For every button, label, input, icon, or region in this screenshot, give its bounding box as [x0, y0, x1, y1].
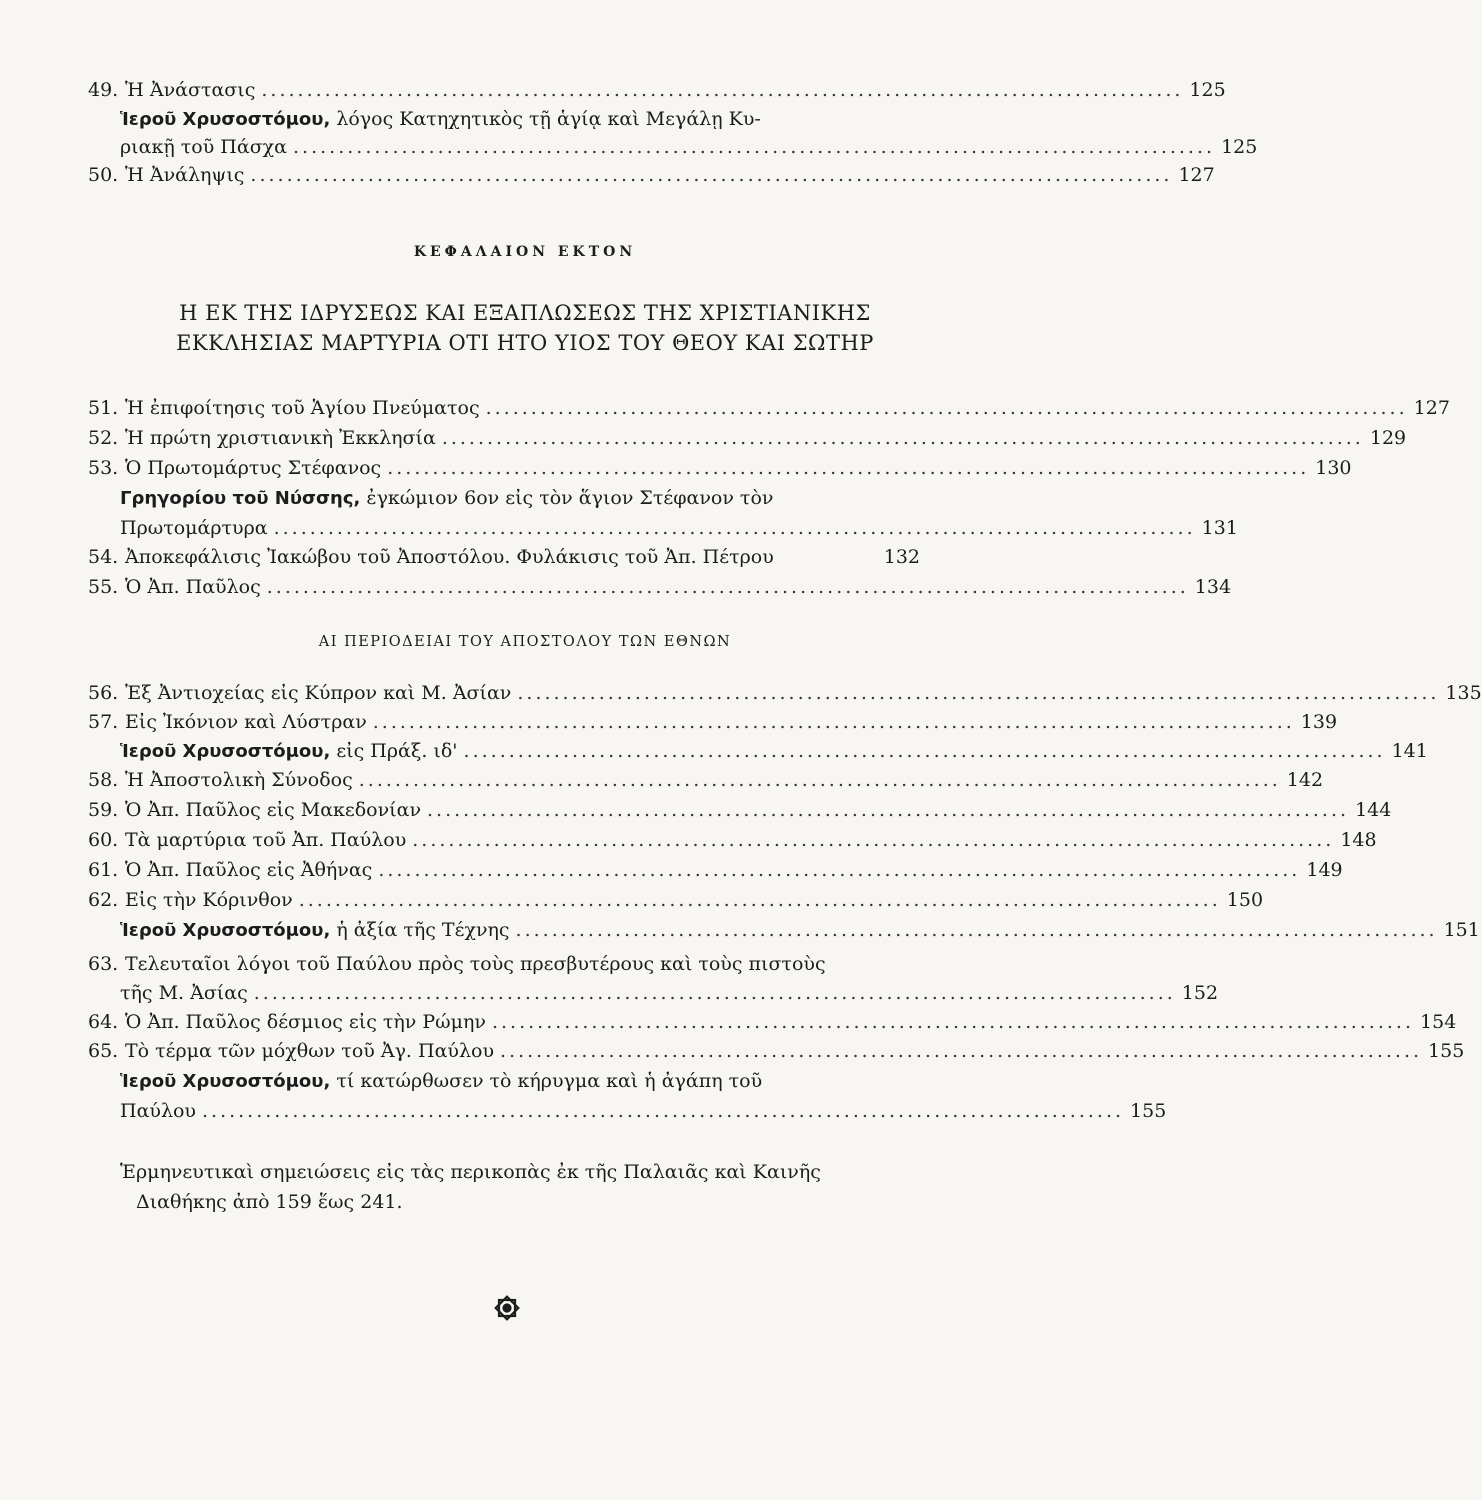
- entry-title: ἐγκώμιον 6ον εἰς τὸν ἅγιον Στέφανον τὸν: [360, 487, 774, 509]
- entry-title: Ὁ Ἀπ. Παῦλος εἰς Ἀθήνας: [125, 859, 373, 881]
- toc-entry: 60. Τὰ μαρτύρια τοῦ Ἀπ. Παύλου ...................................................................................................... 148: [88, 826, 920, 854]
- toc-entry: 50. Ἡ Ἀνάληψις ...................................................................................................... 127: [88, 161, 920, 189]
- entry-title: Εἰς Ἰκόνιον καὶ Λύστραν: [125, 711, 367, 733]
- entry-title: τί κατώρθωσεν τὸ κήρυγμα καὶ ἡ ἀγάπη τοῦ: [330, 1070, 763, 1092]
- entry-title: Ἡ Ἀνάστασις: [125, 79, 256, 101]
- toc-entry: ριακῇ τοῦ Πάσχα ...................................................................................................... 125: [120, 133, 920, 161]
- toc-entry: 53. Ὁ Πρωτομάρτυς Στέφανος ...................................................................................................... 130: [88, 454, 920, 482]
- entry-page: 148: [1340, 829, 1377, 851]
- toc-entry: Ἱεροῦ Χρυσοστόμου, εἰς Πράξ. ιδ' ...................................................................................................... 141: [120, 737, 920, 765]
- footer-note-line1: Ἑρμηνευτικαὶ σημειώσεις εἰς τὰς περικοπὰς ἐκ τῆς Παλαιᾶς καὶ Καινῆς: [120, 1161, 821, 1183]
- chapter-title-line1: Η ΕΚ ΤΗΣ ΙΔΡΥΣΕΩΣ ΚΑΙ ΕΞΑΠΛΩΣΕΩΣ ΤΗΣ ΧΡΙΣΤΙΑΝΙΚΗΣ: [179, 301, 871, 325]
- entry-author: Ἱεροῦ Χρυσοστόμου,: [120, 1071, 331, 1092]
- star-ornament-icon: [489, 1290, 525, 1326]
- entry-author: Ἱεροῦ Χρυσοστόμου,: [120, 920, 331, 941]
- toc-entry: [88, 543, 920, 571]
- entry-number: 55.: [88, 576, 119, 598]
- entry-page: 149: [1306, 859, 1343, 881]
- entry-page: 127: [1413, 397, 1450, 419]
- chapter-title-line2: ΕΚΚΛΗΣΙΑΣ ΜΑΡΤΥΡΙΑ ΟΤΙ ΗΤΟ ΥΙΟΣ ΤΟΥ ΘΕΟΥ ΚΑΙ ΣΩΤΗΡ: [176, 331, 874, 355]
- entry-title-continued: Παύλου: [120, 1100, 196, 1122]
- entry-page: 154: [1420, 1011, 1457, 1033]
- toc-entry: 59. Ὁ Ἀπ. Παῦλος εἰς Μακεδονίαν ...................................................................................................... 144: [88, 796, 920, 824]
- toc-entry: 61. Ὁ Ἀπ. Παῦλος εἰς Ἀθήνας ...................................................................................................... 149: [88, 856, 920, 884]
- toc-entry: 65. Τὸ τέρμα τῶν μόχθων τοῦ Ἀγ. Παύλου ...................................................................................................... 155: [88, 1037, 920, 1065]
- toc-entry: 64. Ὁ Ἀπ. Παῦλος δέσμιος εἰς τὴν Ρώμην ...................................................................................................... 154: [88, 1008, 920, 1036]
- entry-number: 58.: [88, 769, 119, 791]
- entry-page: 141: [1391, 740, 1428, 762]
- entry-page: 125: [1221, 136, 1258, 158]
- entry-title: Εἰς τὴν Κόρινθον: [125, 889, 293, 911]
- entry-title: Ἡ πρώτη χριστιανικὴ Ἐκκλησία: [125, 427, 436, 449]
- toc-entry: 58. Ἡ Ἀποστολικὴ Σύνοδος ...................................................................................................... 142: [88, 766, 920, 794]
- entry-number: 50.: [88, 164, 119, 186]
- entry-page: 142: [1286, 769, 1324, 791]
- entry-title: Ὁ Ἀπ. Παῦλος εἰς Μακεδονίαν: [125, 799, 422, 821]
- toc-entry-author-line: [120, 1067, 762, 1096]
- entry-title-continued: Πρωτομάρτυρα: [120, 517, 268, 539]
- entry-number: 49.: [88, 79, 119, 101]
- toc-entry-author-line: [120, 484, 773, 513]
- toc-entry: 49. Ἡ Ἀνάστασις ...................................................................................................... 125: [88, 76, 920, 104]
- section-heading: ΑΙ ΠΕΡΙΟΔΕΙΑΙ ΤΟΥ ΑΠΟΣΤΟΛΟΥ ΤΩΝ ΕΘΝΩΝ: [318, 634, 732, 650]
- entry-page: 151: [1443, 919, 1480, 941]
- entry-title: εἰς Πράξ. ιδ': [330, 740, 458, 762]
- entry-page: 130: [1315, 457, 1352, 479]
- entry-title: Τελευταῖοι λόγοι τοῦ Παύλου πρὸς τοὺς πρεσβυτέρους καὶ τοὺς πιστοὺς: [125, 953, 826, 975]
- entry-number: 53.: [88, 457, 119, 479]
- entry-number: 59.: [88, 799, 119, 821]
- entry-title: Ἡ Ἀποστολικὴ Σύνοδος: [125, 769, 353, 791]
- entry-title: Ἡ ἐπιφοίτησις τοῦ Ἁγίου Πνεύματος: [125, 397, 480, 419]
- entry-page: 152: [1181, 982, 1219, 1004]
- entry-number: 57.: [88, 711, 119, 733]
- entry-number: 62.: [88, 889, 119, 911]
- entry-title: Τὰ μαρτύρια τοῦ Ἀπ. Παύλου: [125, 829, 407, 851]
- entry-number: 65.: [88, 1040, 119, 1062]
- entry-page: 150: [1226, 889, 1264, 911]
- entry-title-continued: τῆς Μ. Ἀσίας: [120, 982, 248, 1004]
- toc-entry: Ἱεροῦ Χρυσοστόμου, ἡ ἀξία τῆς Τέχνης ...................................................................................................... 151: [120, 916, 920, 944]
- entry-title: Ἀποκεφάλισις Ἰακώβου τοῦ Ἀποστόλου. Φυλάκισις τοῦ Ἀπ. Πέτρου: [125, 546, 774, 568]
- entry-number: 52.: [88, 427, 119, 449]
- toc-entry: 55. Ὁ Ἀπ. Παῦλος ...................................................................................................... 134: [88, 573, 920, 601]
- toc-entry: Πρωτομάρτυρα ...................................................................................................... 131: [120, 514, 920, 542]
- toc-entry: 51. Ἡ ἐπιφοίτησις τοῦ Ἁγίου Πνεύματος ...................................................................................................... 127: [88, 394, 920, 422]
- chapter-label: ΚΕΦΑΛΑΙΟΝ ΕΚΤΟΝ: [413, 244, 637, 260]
- entry-number: 63.: [88, 953, 119, 975]
- entry-title: ἡ ἀξία τῆς Τέχνης: [330, 919, 510, 941]
- entry-author: Ἱεροῦ Χρυσοστόμου,: [120, 741, 331, 762]
- entry-title: Ὁ Πρωτομάρτυς Στέφανος: [125, 457, 382, 479]
- entry-number: 56.: [88, 682, 119, 704]
- entry-author: Γρηγορίου τοῦ Νύσσης,: [120, 488, 361, 509]
- entry-number: 60.: [88, 829, 119, 851]
- entry-page: 132: [883, 546, 920, 568]
- toc-entry: τῆς Μ. Ἀσίας ...................................................................................................... 152: [120, 979, 920, 1007]
- entry-page: 131: [1201, 517, 1238, 539]
- entry-title: Ἡ Ἀνάληψις: [125, 164, 245, 186]
- entry-page: 135: [1445, 682, 1482, 704]
- entry-title-continued: ριακῇ τοῦ Πάσχα: [120, 136, 288, 158]
- entry-title: Ὁ Ἀπ. Παῦλος δέσμιος εἰς τὴν Ρώμην: [125, 1011, 486, 1033]
- toc-entry: Παύλου ...................................................................................................... 155: [120, 1097, 920, 1125]
- entry-title: Τὸ τέρμα τῶν μόχθων τοῦ Ἀγ. Παύλου: [125, 1040, 494, 1062]
- entry-title: λόγος Κατηχητικὸς τῇ ἁγίᾳ καὶ Μεγάλῃ Κυ-: [330, 108, 761, 130]
- toc-entry: 52. Ἡ πρώτη χριστιανικὴ Ἐκκλησία ...................................................................................................... 129: [88, 424, 920, 452]
- entry-title: Ὁ Ἀπ. Παῦλος: [125, 576, 261, 598]
- toc-entry: 62. Εἰς τὴν Κόρινθον ...................................................................................................... 150: [88, 886, 920, 914]
- toc-entry: 57. Εἰς Ἰκόνιον καὶ Λύστραν ...................................................................................................... 139: [88, 708, 920, 736]
- entry-number: 54.: [88, 546, 119, 568]
- entry-page: 155: [1428, 1040, 1465, 1062]
- toc-entry-first-line: [88, 950, 826, 978]
- entry-page: 144: [1355, 799, 1392, 821]
- entry-author: Ἱεροῦ Χρυσοστόμου,: [120, 109, 331, 130]
- entry-page: 155: [1130, 1100, 1167, 1122]
- toc-entry-author-line: [120, 105, 761, 134]
- entry-page: 127: [1178, 164, 1215, 186]
- entry-number: 61.: [88, 859, 119, 881]
- toc-entry: 56. Ἐξ Ἀντιοχείας εἰς Κύπρον καὶ Μ. Ἀσίαν ...................................................................................................... 135: [88, 679, 920, 707]
- footer-note-line2: Διαθήκης ἀπὸ 159 ἕως 241.: [136, 1191, 403, 1213]
- entry-number: 51.: [88, 397, 119, 419]
- entry-number: 64.: [88, 1011, 119, 1033]
- entry-page: 129: [1369, 427, 1407, 449]
- entry-page: 139: [1300, 711, 1338, 733]
- entry-page: 125: [1189, 79, 1226, 101]
- entry-title: Ἐξ Ἀντιοχείας εἰς Κύπρον καὶ Μ. Ἀσίαν: [125, 682, 512, 704]
- entry-page: 134: [1194, 576, 1232, 598]
